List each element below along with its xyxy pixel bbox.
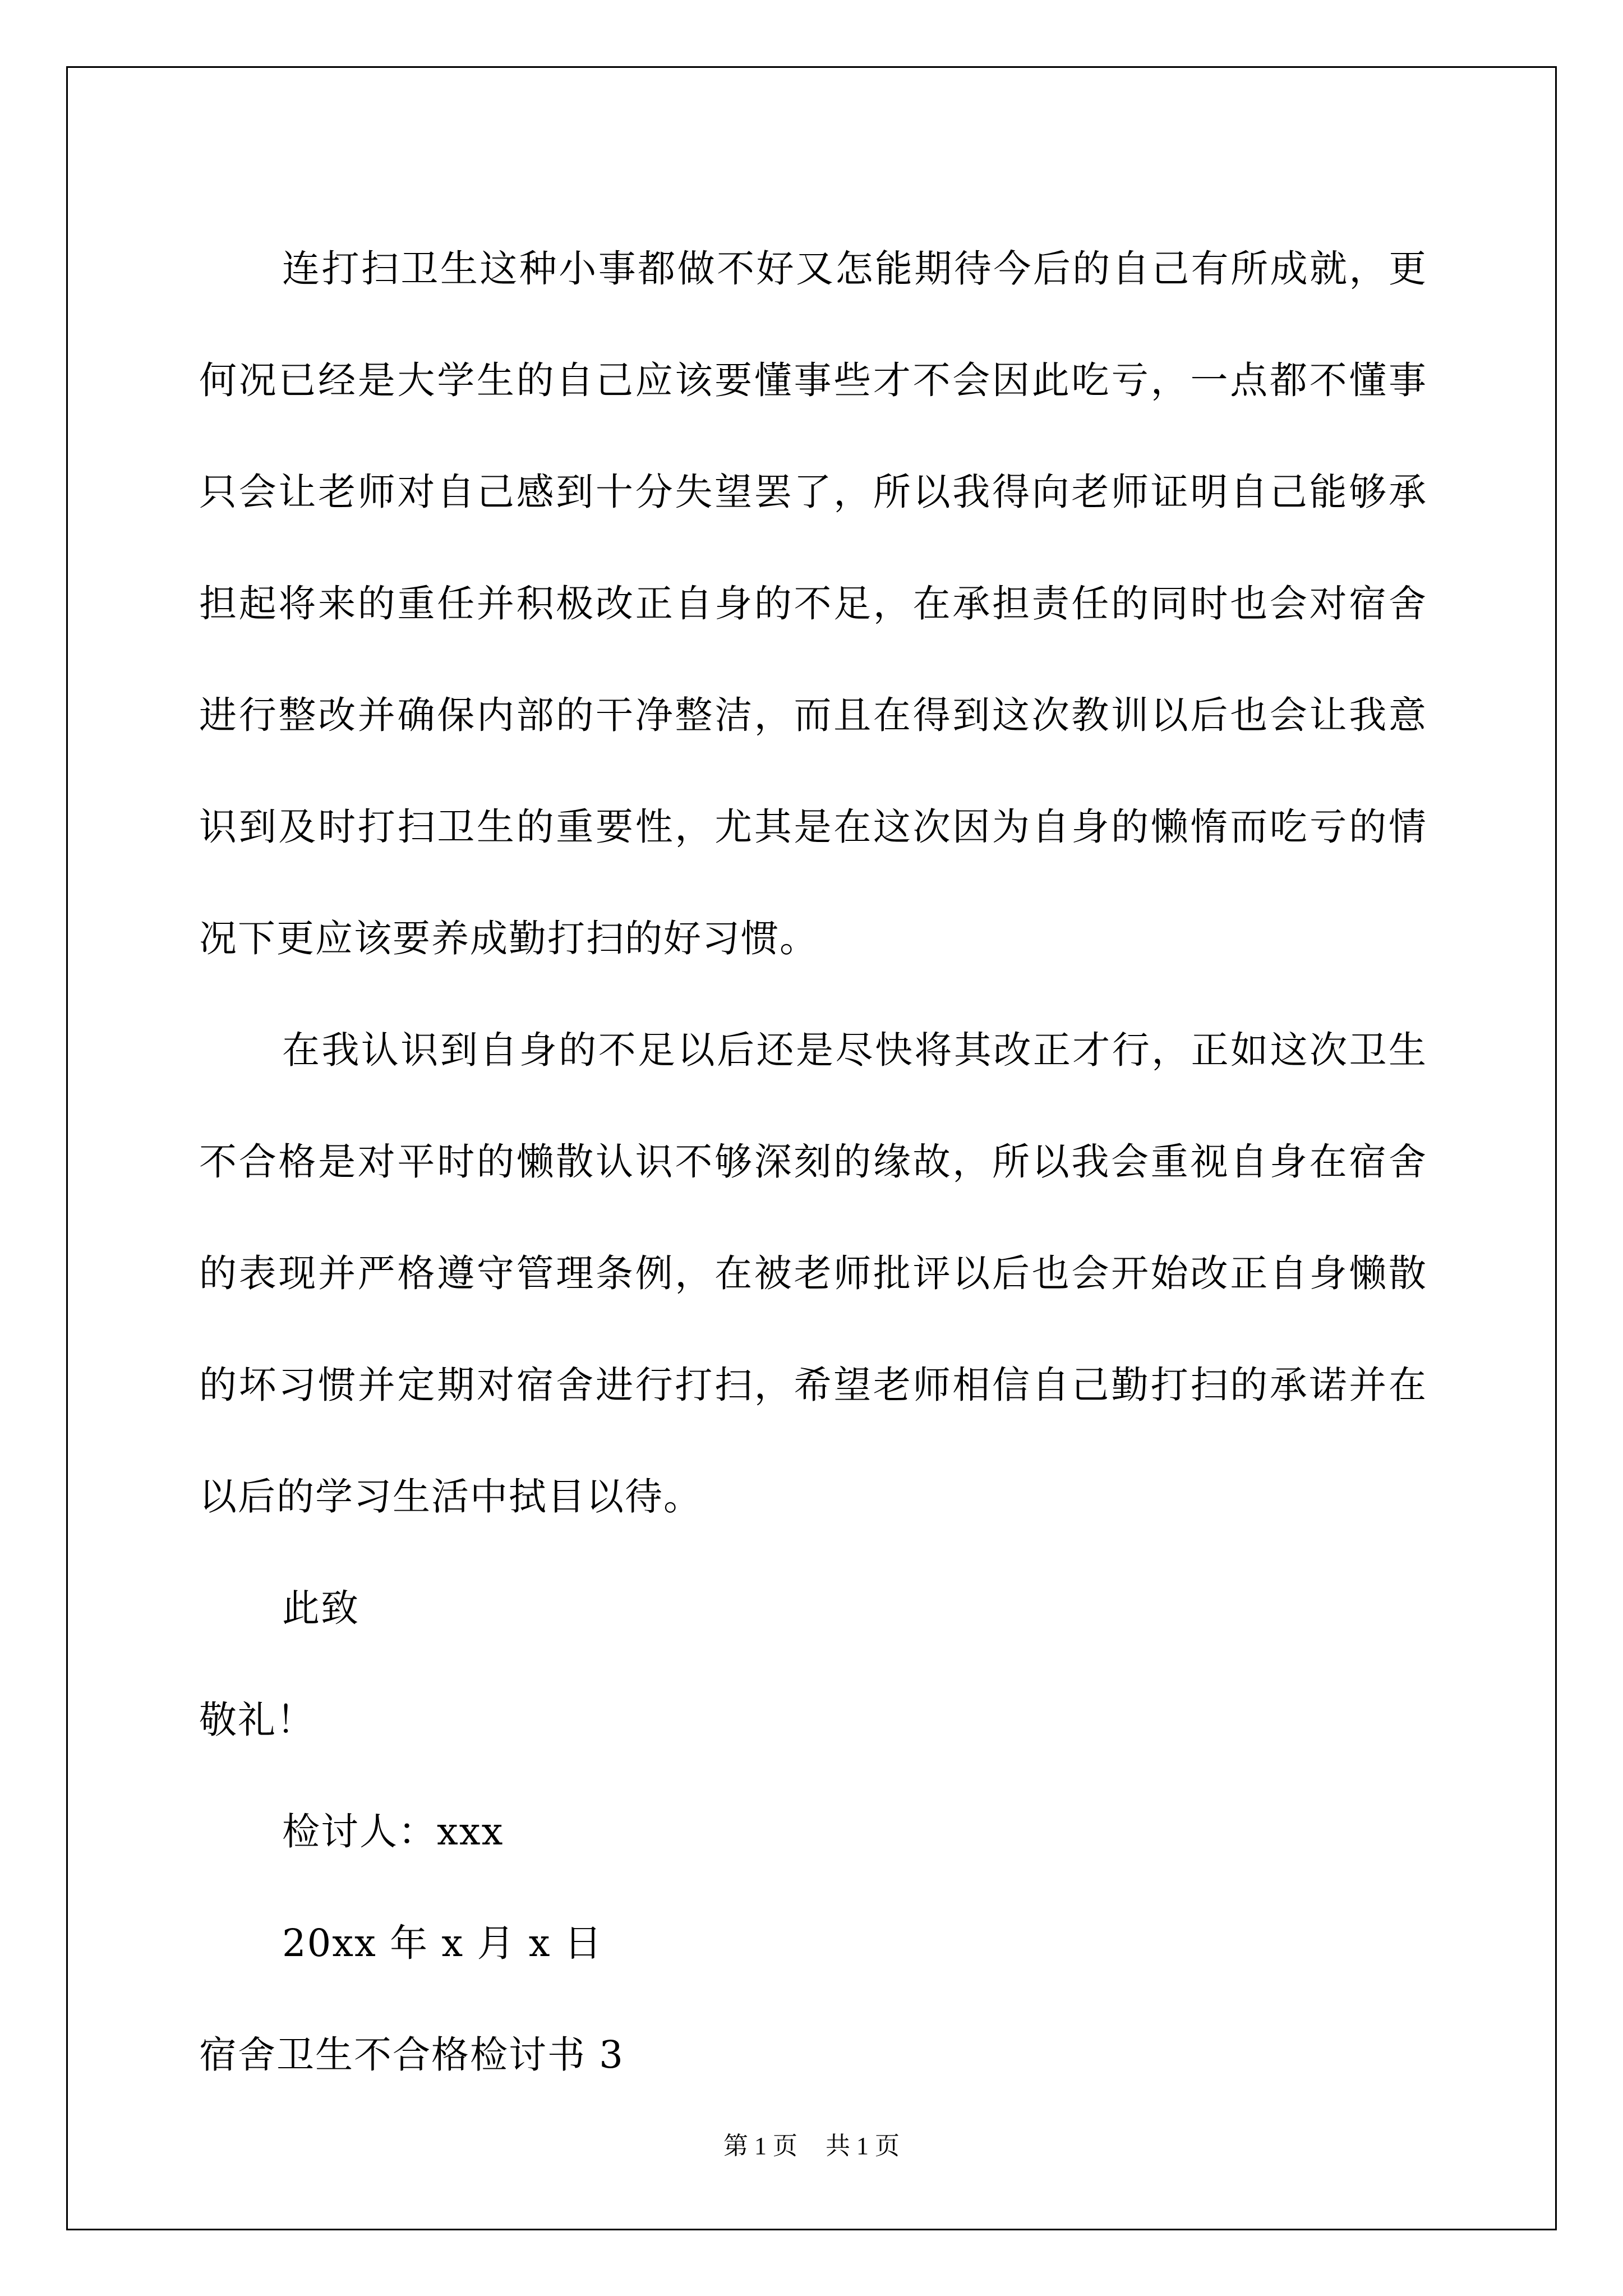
closing-salutation: 此致 <box>282 1586 359 1630</box>
date-line: 20xx 年 x 月 x 日 <box>282 1921 603 1965</box>
document-body <box>199 213 1427 2111</box>
page-number-current: 第 1 页 <box>723 2132 797 2160</box>
next-document-title: 宿舍卫生不合格检讨书 3 <box>199 2033 624 2077</box>
paragraph-1: 连打扫卫生这种小事都做不好又怎能期待今后的自己有所成就，更何况已经是大学生的自己应该要懂事些才不会因此吃亏，一点都不懂事只会让老师对自己感到十分失望罢了，所以我得向老师证明自己能够承担起将来的重任并积极改正自身的不足，在承担责任的同时也会对宿舍进行整改并确保内部的干净整洁，而且在得到这次教训以后也会让我意识到及时打扫卫生的重要性，尤其是在这次因为自身的懒惰而吃亏的情况下更应该要养成勤打扫的好习惯。 <box>199 247 1427 960</box>
paragraph-2: 在我认识到自身的不足以后还是尽快将其改正才行，正如这次卫生不合格是对平时的懒散认识不够深刻的缘故，所以我会重视自身在宿舍的表现并严格遵守管理条例，在被老师批评以后也会开始改正自身懒散的坏习惯并定期对宿舍进行打扫，希望老师相信自己勤打扫的承诺并在以后的学习生活中拭目以待。 <box>199 1028 1427 1519</box>
signature-line: 检讨人：xxx <box>282 1810 504 1853</box>
page-number-total: 共 1 页 <box>826 2132 900 2160</box>
closing-regards: 敬礼！ <box>199 1698 315 1742</box>
page-footer <box>0 2129 1623 2163</box>
